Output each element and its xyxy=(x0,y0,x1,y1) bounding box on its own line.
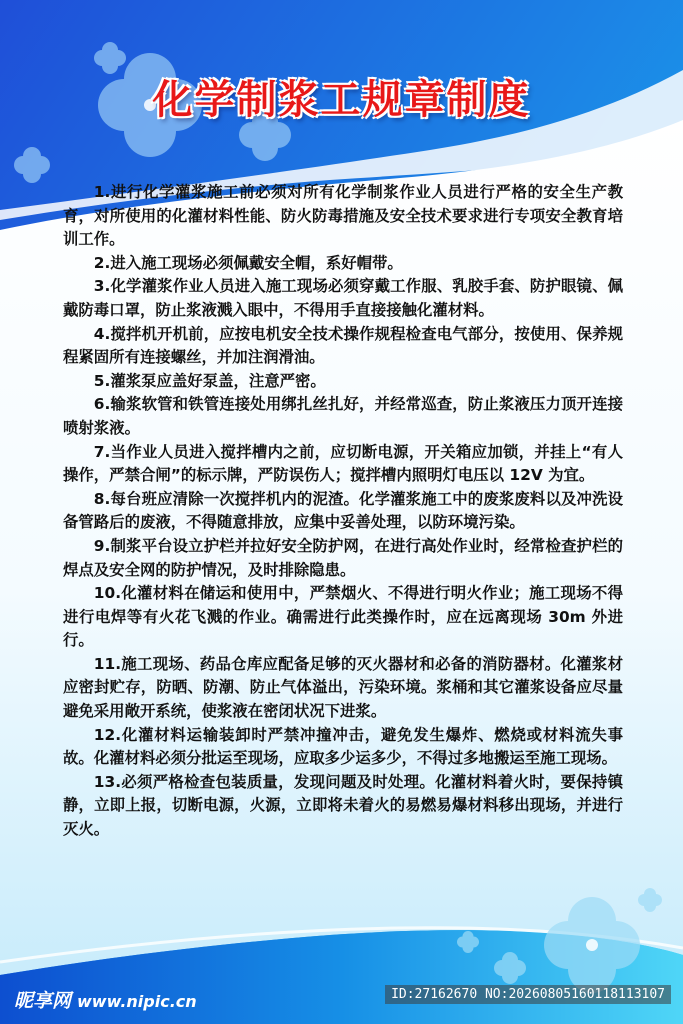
rule-item: 11.施工现场、药品仓库应配备足够的灭火器材和必备的消防器材。化灌浆材应密封贮存，防晒、防潮、防止气体溢出，污染环境。浆桶和其它灌浆设备应尽量避免采用敞开系统，使浆液在密闭状况下进浆。 xyxy=(63,654,623,721)
rule-item: 2.进入施工现场必须佩戴安全帽，系好帽带。 xyxy=(93,253,403,272)
rule-item: 10.化灌材料在储运和使用中，严禁烟火、不得进行明火作业；施工现场不得进行电焊等有火花飞溅的作业。确需进行此类操作时，应在远离现场 30m 外进行。 xyxy=(63,584,623,650)
rule-item: 12.化灌材料运输装卸时严禁冲撞冲击，避免发生爆炸、燃烧或材料流失事故。化灌材料必须分批运至现场，应取多少运多少，不得过多地搬运至施工现场。 xyxy=(63,725,623,768)
rule-item: 5.灌浆泵应盖好泵盖，注意严密。 xyxy=(93,371,326,390)
rule-item: 4.搅拌机开机前，应按电机安全技术操作规程检查电气部分，按使用、保养规程紧固所有连接螺丝，并加注润滑油。 xyxy=(63,324,623,367)
watermark-id: ID:27162670 NO:20260805160118113107 xyxy=(385,985,671,1004)
rule-item: 7.当作业人员进入搅拌槽内之前，应切断电源，开关箱应加锁，并挂上“有人操作，严禁合闸”的标示牌，严防误伤人；搅拌槽内照明灯电压以 12V 为宜。 xyxy=(63,442,623,485)
watermark-brand: 昵享网 xyxy=(14,990,72,1012)
rule-item: 1.进行化学灌浆施工前必须对所有化学制浆作业人员进行严格的安全生产教育，对所使用的化灌材料性能、防火防毒措施及安全技术要求进行专项安全教育培训工作。 xyxy=(63,183,623,249)
watermark-url: www.nipic.cn xyxy=(77,992,197,1011)
rule-item: 9.制浆平台设立护栏并拉好安全防护网，在进行高处作业时，经常检查护栏的焊点及安全网的防护情况，及时排除隐患。 xyxy=(63,536,623,579)
rules-list xyxy=(63,181,623,842)
rule-item: 6.输浆软管和铁管连接处用绑扎丝扎好，并经常巡查，防止浆液压力顶开连接喷射浆液。 xyxy=(63,395,623,437)
rule-item: 8.每台班应清除一次搅拌机内的泥渣。化学灌浆施工中的废浆废料以及冲洗设备管路后的废液，不得随意排放，应集中妥善处理，以防环境污染。 xyxy=(63,489,623,532)
site-watermark xyxy=(14,986,197,1013)
rule-item: 3.化学灌浆作业人员进入施工现场必须穿戴工作服、乳胶手套、防护眼镜、佩戴防毒口罩，防止浆液溅入眼中，不得用手直接接触化灌材料。 xyxy=(63,277,623,319)
page-title: 化学制浆工规章制度 xyxy=(152,77,531,123)
rule-item: 13.必须严格检查包装质量，发现问题及时处理。化灌材料着火时，要保持镇静，立即上报，切断电源，火源，立即将未着火的易燃易爆材料移出现场，并进行灭火。 xyxy=(63,772,623,839)
